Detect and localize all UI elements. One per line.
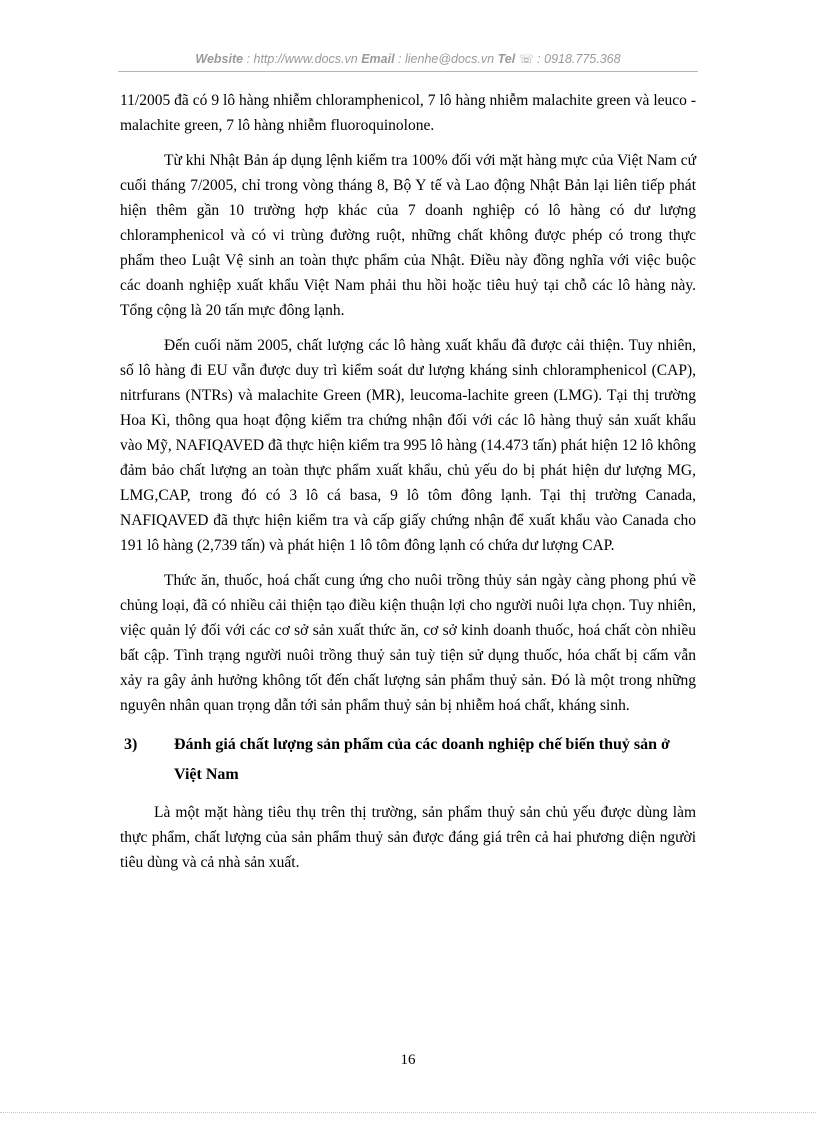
header-divider xyxy=(118,71,698,72)
document-body xyxy=(120,88,696,875)
email-address: : lienhe@docs.vn xyxy=(394,52,498,66)
website-label: Website xyxy=(195,52,244,66)
paragraph-feed-chemicals: Thức ăn, thuốc, hoá chất cung ứng cho nuôi trồng thủy sản ngày càng phong phú về chủng loại, đã có nhiều cải thiện tạo điều kiện thuận lợi cho người nuôi lựa chọn. Tuy nhiên, việc quản lý đối với các cơ sở sản xuất thức ăn, cơ sở kinh doanh thuốc, hoá chất còn nhiều bất cập. Tình trạng người nuôi trồng thuỷ sản tuỳ tiện sử dụng thuốc, hóa chất bị cấm vẫn xảy ra gây ảnh hưởng không tốt đến chất lượng sản phẩm thuỷ sản. Đó là một trong những nguyên nhân quan trọng dẫn tới sản phẩm thuỷ sản bị nhiễm hoá chất, kháng sinh. xyxy=(120,572,696,714)
paragraph-export-quality-2005: Đến cuối năm 2005, chất lượng các lô hàng xuất khẩu đã được cải thiện. Tuy nhiên, số lô hàng đi EU vẫn được duy trì kiểm soát dư lượng kháng sinh chloramphenicol (CAP), nitrfurans (NTRs) và malachite Green (MR), leucoma-lachite green (LMG). Tại thị trường Hoa Kì, thông qua hoạt động kiểm tra chứng nhận đối với các lô hàng thuỷ sản xuất khẩu vào Mỹ, NAFIQAVED đã thực hiện kiểm tra 995 lô hàng (14.473 tấn) phát hiện 12 lô không đảm bảo chất lượng an toàn thực phẩm xuất khẩu, chủ yếu do bị phát hiện dư lượng MG, LMG,CAP, trong đó có 3 lô cá basa, 9 lô tôm đông lạnh. Tại thị trường Canada, NAFIQAVED đã thực hiện kiểm tra và cấp giấy chứng nhận để xuất khẩu vào Canada cho 191 lô hàng (2,739 tấn) và phát hiện 1 lô tôm đông lạnh có chứa dư lượng CAP. xyxy=(120,337,696,554)
website-url: : http://www.docs.vn xyxy=(243,52,362,66)
phone-icon: ☏ xyxy=(518,52,534,66)
paragraph-section-intro: Là một mặt hàng tiêu thụ trên thị trường, sản phẩm thuỷ sản chủ yếu được dùng làm thực phẩm, chất lượng của sản phẩm thuỷ sản được đáng giá trên cả hai phương diện người tiêu dùng và cả nhà sản xuất. xyxy=(120,804,696,871)
paragraph-continuation: 11/2005 đã có 9 lô hàng nhiễm chloramphenicol, 7 lô hàng nhiễm malachite green và leuco -malachite green, 7 lô hàng nhiễm fluoroquinolone. xyxy=(120,92,696,134)
section-heading xyxy=(120,730,696,790)
email-label: Email xyxy=(361,52,395,66)
page-number: 16 xyxy=(400,1052,416,1068)
tel-number: : 0918.775.368 xyxy=(533,52,621,66)
paragraph-japan-squid: Từ khi Nhật Bản áp dụng lệnh kiểm tra 100% đối với mặt hàng mực của Việt Nam cứ cuối tháng 7/2005, chỉ trong vòng tháng 8, Bộ Y tế và Lao động Nhật Bản lại liên tiếp phát hiện thêm gần 10 trường hợp khác của 7 doanh nghiệp có lô hàng có dư lượng chloramphenicol và có vi trùng đường ruột, những chất không được phép có trong thực phẩm theo Luật Vệ sinh an toàn thực phẩm của Nhật. Điều này đồng nghĩa với việc buộc các doanh nghiệp xuất khẩu Việt Nam phải thu hồi hoặc tiêu huỷ tại chỗ các lô hàng này. Tổng cộng là 20 tấn mực đông lạnh. xyxy=(120,152,696,319)
page-header xyxy=(118,52,698,66)
section-number: 3) xyxy=(124,736,138,753)
section-title: Đánh giá chất lượng sản phẩm của các doanh nghiệp chế biến thuỷ sản ở Việt Nam xyxy=(174,736,670,783)
tel-label: Tel xyxy=(497,52,516,66)
footer-divider xyxy=(0,1112,816,1113)
